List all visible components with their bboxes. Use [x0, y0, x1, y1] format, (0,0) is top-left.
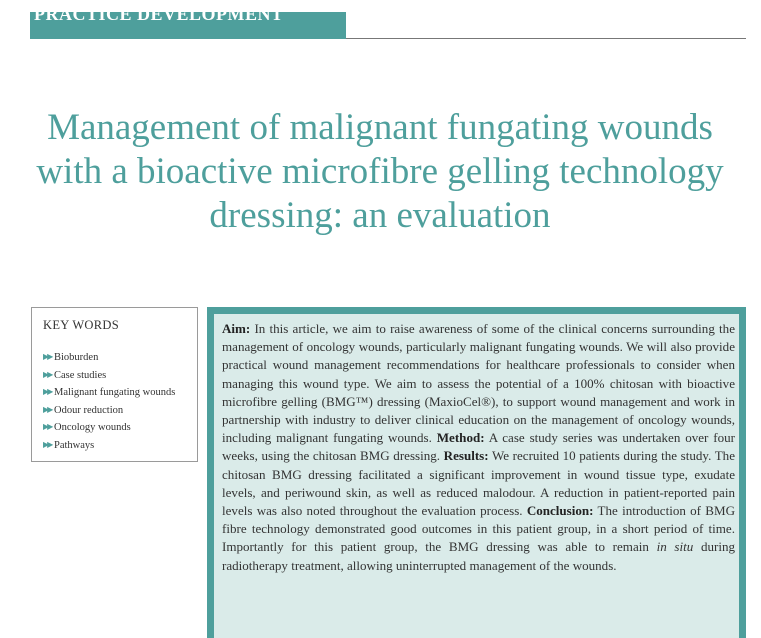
keyword-item: [43, 401, 175, 419]
keyword-label: Oncology wounds: [54, 422, 131, 434]
title-line-2: with a bioactive microfibre gelling technology: [36, 151, 724, 192]
keyword-item: [43, 348, 175, 366]
title-line-1: Management of malignant fungating wounds: [47, 107, 713, 148]
keyword-label: Malignant fungating wounds: [54, 387, 176, 399]
keyword-item: [43, 436, 175, 454]
keyword-label: Case studies: [54, 369, 107, 381]
keyword-label: Odour reduction: [54, 404, 124, 416]
section-label: PRACTICE DEVELOPMENT: [34, 4, 284, 24]
conclusion-end: during radiotherapy treatment, allowing uninterrupted management of the wounds.: [222, 539, 736, 573]
conclusion-text: The introduction of BMG fibre technology demonstrated good outcomes in this patient group, in a short period of time. Importantly for this patient group, the BMG dressing was able to remain: [222, 503, 736, 555]
double-chevron-icon: ▶▶: [43, 422, 52, 432]
abstract-text: [222, 320, 735, 575]
results-label: Results:: [443, 448, 489, 464]
keywords-list: [43, 348, 175, 454]
keyword-label: Bioburden: [54, 352, 99, 363]
double-chevron-icon: ▶▶: [43, 387, 52, 397]
aim-label: Aim:: [222, 321, 251, 336]
keyword-item: [43, 366, 175, 384]
keyword-item: [43, 418, 175, 436]
keyword-item: [43, 383, 175, 401]
double-chevron-icon: ▶▶: [43, 369, 52, 379]
abstract-panel: [207, 307, 746, 638]
aim-text: In this article, we aim to raise awareness of some of the clinical concerns surrounding the management of oncology wounds, particularly malignant fungating wounds. We will also provide practical wound management recommendations for healthcare professionals to consider when managing this wound type. We aim to assess the potential of a 100% chitosan with bioactive microfibre gelling (BMG™) dressing (MaxioCel®), to support wound management and work in partnership with industry to deliver clinical education on the management of oncology wounds, including malignant fungating wounds.: [222, 321, 735, 446]
method-text: A case study series was undertaken over four weeks, using the chitosan BMG dressing.: [222, 430, 735, 464]
keyword-label: Pathways: [54, 439, 95, 451]
in-situ-term: in situ: [656, 539, 694, 555]
keywords-heading: KEY WORDS: [43, 318, 119, 332]
header-rule: [346, 38, 746, 39]
double-chevron-icon: ▶▶: [43, 439, 52, 449]
results-text: We recruited 10 patients during the study. The chitosan BMG dressing facilitated a significant improvement in wound tissue type, exudate levels, and periwound skin, as well as reduced malodour. A reduction in patient-reported pain levels was also noted throughout the evaluation process.: [222, 448, 735, 519]
article-title: [20, 106, 740, 238]
double-chevron-icon: ▶▶: [43, 352, 52, 361]
title-line-3: dressing: an evaluation: [209, 195, 551, 236]
keywords-box: [31, 307, 198, 462]
conclusion-label: Conclusion:: [526, 503, 594, 519]
double-chevron-icon: ▶▶: [43, 404, 52, 414]
method-label: Method:: [436, 430, 485, 446]
